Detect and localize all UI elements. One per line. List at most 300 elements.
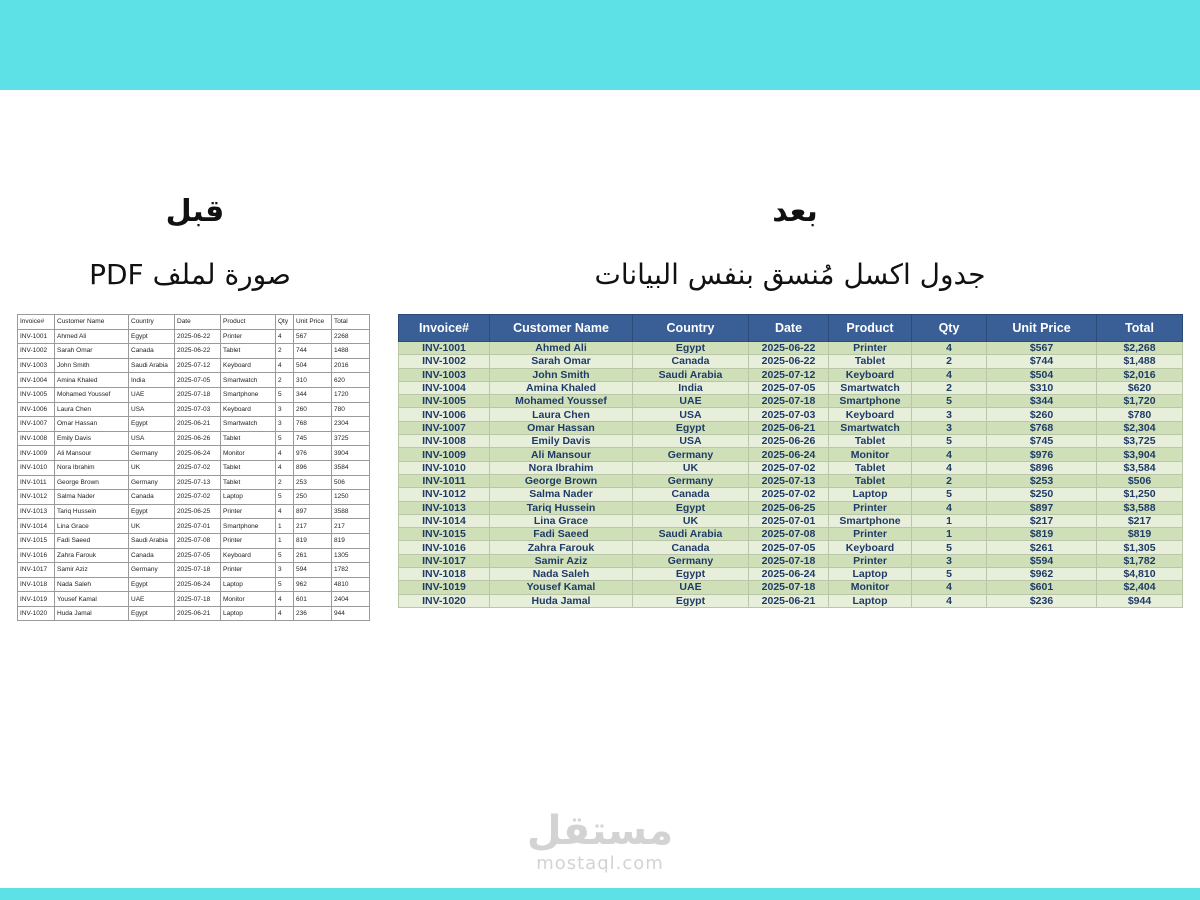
after-table-cell: $1,720 — [1097, 395, 1183, 408]
after-table-cell: Nora Ibrahim — [490, 461, 633, 474]
after-column-header: Product — [829, 315, 912, 342]
after-table-cell: 2025-07-18 — [749, 395, 829, 408]
after-table-row — [399, 395, 1183, 408]
before-table-cell: Tariq Hussein — [55, 504, 129, 519]
before-table-cell: Tablet — [221, 475, 276, 490]
before-column-header: Invoice# — [18, 315, 55, 330]
after-table-cell: 2025-07-02 — [749, 461, 829, 474]
before-pdf-table — [17, 314, 370, 621]
before-table-cell: 5 — [276, 490, 294, 505]
before-table-row — [18, 329, 370, 344]
after-column-header: Customer Name — [490, 315, 633, 342]
before-table-cell: INV-1007 — [18, 417, 55, 432]
after-table-cell: Monitor — [829, 448, 912, 461]
after-table-cell: $2,304 — [1097, 421, 1183, 434]
before-table-cell: Huda Jamal — [55, 606, 129, 621]
before-table-cell: 2025-06-21 — [175, 606, 221, 621]
before-table-cell: 4 — [276, 446, 294, 461]
before-table-cell: 5 — [276, 431, 294, 446]
after-table-cell: Germany — [633, 474, 749, 487]
after-table-cell: 5 — [912, 568, 987, 581]
after-table-cell: Tariq Hussein — [490, 501, 633, 514]
after-table-cell: INV-1016 — [399, 541, 490, 554]
before-table-cell: 2 — [276, 344, 294, 359]
before-table-cell: INV-1010 — [18, 460, 55, 475]
after-table-cell: Saudi Arabia — [633, 368, 749, 381]
after-table-cell: Printer — [829, 554, 912, 567]
before-table-cell: INV-1017 — [18, 563, 55, 578]
after-table-cell: Sarah Omar — [490, 355, 633, 368]
after-table-cell: $250 — [987, 488, 1097, 501]
after-table-cell: Keyboard — [829, 368, 912, 381]
after-table-cell: Smartphone — [829, 514, 912, 527]
after-table-cell: $976 — [987, 448, 1097, 461]
before-table-cell: Keyboard — [221, 402, 276, 417]
before-table-cell: INV-1009 — [18, 446, 55, 461]
after-table-row — [399, 501, 1183, 514]
before-table-cell: 896 — [294, 460, 332, 475]
after-table-cell: 2025-06-22 — [749, 342, 829, 355]
before-table-cell: INV-1001 — [18, 329, 55, 344]
before-table-cell: Egypt — [129, 606, 175, 621]
after-table-cell: $3,588 — [1097, 501, 1183, 514]
before-table-cell: Monitor — [221, 592, 276, 607]
before-table-cell: INV-1020 — [18, 606, 55, 621]
before-table-cell: 217 — [294, 519, 332, 534]
after-table-cell: USA — [633, 435, 749, 448]
before-table-cell: 601 — [294, 592, 332, 607]
before-table-cell: 5 — [276, 548, 294, 563]
after-table-cell: 5 — [912, 488, 987, 501]
before-table-cell: UAE — [129, 592, 175, 607]
before-table-cell: Zahra Farouk — [55, 548, 129, 563]
after-table-cell: 3 — [912, 554, 987, 567]
after-table-cell: INV-1012 — [399, 488, 490, 501]
after-table-cell: Mohamed Youssef — [490, 395, 633, 408]
before-table-cell: Laptop — [221, 577, 276, 592]
after-table-cell: Printer — [829, 528, 912, 541]
before-table-cell: 1720 — [332, 387, 370, 402]
before-table-cell: 2268 — [332, 329, 370, 344]
before-column-header: Product — [221, 315, 276, 330]
after-table-header-row — [399, 315, 1183, 342]
before-table-cell: Egypt — [129, 417, 175, 432]
before-table-cell: George Brown — [55, 475, 129, 490]
after-table-cell: INV-1002 — [399, 355, 490, 368]
before-table-cell: 217 — [332, 519, 370, 534]
after-table-cell: 2 — [912, 355, 987, 368]
after-table-cell: 4 — [912, 501, 987, 514]
before-table-cell: Keyboard — [221, 548, 276, 563]
after-table-cell: Printer — [829, 501, 912, 514]
after-table-cell: $780 — [1097, 408, 1183, 421]
before-table-cell: 768 — [294, 417, 332, 432]
before-table-cell: Tablet — [221, 344, 276, 359]
after-excel-table — [398, 314, 1183, 608]
before-table-row — [18, 431, 370, 446]
after-table-cell: 2025-07-02 — [749, 488, 829, 501]
after-table-cell: 2025-07-05 — [749, 381, 829, 394]
after-table-cell: Keyboard — [829, 541, 912, 554]
before-table-cell: 594 — [294, 563, 332, 578]
after-table-cell: $962 — [987, 568, 1097, 581]
after-table-cell: 3 — [912, 408, 987, 421]
after-column-header: Country — [633, 315, 749, 342]
after-table-cell: Samir Aziz — [490, 554, 633, 567]
after-table-cell: $506 — [1097, 474, 1183, 487]
after-table-cell: $236 — [987, 594, 1097, 607]
after-table-cell: Egypt — [633, 501, 749, 514]
before-table-cell: Nora Ibrahim — [55, 460, 129, 475]
before-table-cell: 3 — [276, 402, 294, 417]
after-table-row — [399, 568, 1183, 581]
before-table-cell: Egypt — [129, 504, 175, 519]
after-table-cell: 5 — [912, 435, 987, 448]
before-column-header: Total — [332, 315, 370, 330]
before-table-cell: 260 — [294, 402, 332, 417]
after-column-header: Total — [1097, 315, 1183, 342]
before-table-row — [18, 460, 370, 475]
before-table-cell: 5 — [276, 387, 294, 402]
after-table-cell: 2025-07-01 — [749, 514, 829, 527]
before-table-cell: 2025-07-02 — [175, 460, 221, 475]
before-table-cell: Omar Hassan — [55, 417, 129, 432]
before-table-cell: Ahmed Ali — [55, 329, 129, 344]
after-table-body — [399, 342, 1183, 608]
after-table-cell: $3,725 — [1097, 435, 1183, 448]
before-table-cell: Smartwatch — [221, 373, 276, 388]
after-table-cell: INV-1004 — [399, 381, 490, 394]
watermark-arabic: مستقل — [526, 808, 674, 854]
after-table-cell: 2 — [912, 381, 987, 394]
after-table-row — [399, 528, 1183, 541]
before-table-cell: 3 — [276, 563, 294, 578]
after-subtitle: جدول اكسل مُنسق بنفس البيانات — [594, 258, 986, 291]
before-table-cell: 976 — [294, 446, 332, 461]
before-table-cell: Printer — [221, 329, 276, 344]
after-table-row — [399, 488, 1183, 501]
before-title: قبل — [165, 194, 225, 229]
before-table-row — [18, 402, 370, 417]
before-table-cell: 4 — [276, 329, 294, 344]
before-table-row — [18, 577, 370, 592]
after-table-cell: 1 — [912, 514, 987, 527]
before-table-row — [18, 344, 370, 359]
before-table-cell: Samir Aziz — [55, 563, 129, 578]
before-table-cell: Amina Khaled — [55, 373, 129, 388]
after-table-cell: Smartphone — [829, 395, 912, 408]
before-table-cell: INV-1015 — [18, 533, 55, 548]
after-table-cell: $567 — [987, 342, 1097, 355]
before-table-cell: Nada Saleh — [55, 577, 129, 592]
after-table-row — [399, 355, 1183, 368]
before-table-cell: Sarah Omar — [55, 344, 129, 359]
after-table-cell: Canada — [633, 541, 749, 554]
bottom-color-band — [0, 888, 1200, 900]
before-table-cell: 253 — [294, 475, 332, 490]
after-table-cell: 4 — [912, 581, 987, 594]
before-table-row — [18, 504, 370, 519]
before-table-cell: Canada — [129, 490, 175, 505]
before-table-cell: Canada — [129, 548, 175, 563]
after-table-cell: $1,488 — [1097, 355, 1183, 368]
before-table-cell: Saudi Arabia — [129, 358, 175, 373]
after-table-cell: Canada — [633, 355, 749, 368]
before-column-header: Unit Price — [294, 315, 332, 330]
after-table-row — [399, 435, 1183, 448]
before-table-row — [18, 533, 370, 548]
after-table-cell: Tablet — [829, 355, 912, 368]
after-table-row — [399, 342, 1183, 355]
before-table-cell: 819 — [294, 533, 332, 548]
after-table-cell: 2025-07-05 — [749, 541, 829, 554]
before-table-cell: India — [129, 373, 175, 388]
after-table-cell: INV-1010 — [399, 461, 490, 474]
before-table-cell: 2025-07-18 — [175, 563, 221, 578]
after-table-cell: INV-1008 — [399, 435, 490, 448]
before-table-cell: 944 — [332, 606, 370, 621]
before-table-cell: 344 — [294, 387, 332, 402]
before-table-cell: Tablet — [221, 460, 276, 475]
after-table-cell: UK — [633, 514, 749, 527]
before-table-cell: 2025-07-05 — [175, 373, 221, 388]
after-table-cell: 2025-07-03 — [749, 408, 829, 421]
after-table-cell: $896 — [987, 461, 1097, 474]
after-table-cell: Keyboard — [829, 408, 912, 421]
before-table-cell: 506 — [332, 475, 370, 490]
before-table-row — [18, 548, 370, 563]
after-table-cell: 2025-07-08 — [749, 528, 829, 541]
after-table-cell: Egypt — [633, 594, 749, 607]
before-table-cell: INV-1013 — [18, 504, 55, 519]
after-table-cell: John Smith — [490, 368, 633, 381]
after-table-cell: Salma Nader — [490, 488, 633, 501]
before-table-cell: INV-1008 — [18, 431, 55, 446]
before-table-cell: Mohamed Youssef — [55, 387, 129, 402]
before-table-row — [18, 475, 370, 490]
after-table-cell: INV-1009 — [399, 448, 490, 461]
before-table-cell: INV-1019 — [18, 592, 55, 607]
after-table-cell: INV-1014 — [399, 514, 490, 527]
before-table-cell: 2025-06-26 — [175, 431, 221, 446]
after-table-cell: Amina Khaled — [490, 381, 633, 394]
before-column-header: Date — [175, 315, 221, 330]
after-table-cell: $217 — [987, 514, 1097, 527]
after-table-cell: INV-1019 — [399, 581, 490, 594]
after-table-row — [399, 581, 1183, 594]
before-table-cell: INV-1018 — [18, 577, 55, 592]
before-table-cell: 2025-06-24 — [175, 577, 221, 592]
before-table-cell: Printer — [221, 563, 276, 578]
before-table-cell: 2 — [276, 373, 294, 388]
after-table-cell: $217 — [1097, 514, 1183, 527]
before-table-cell: 2025-07-08 — [175, 533, 221, 548]
after-table-cell: Laptop — [829, 594, 912, 607]
before-table-cell: 1488 — [332, 344, 370, 359]
after-table-cell: 4 — [912, 368, 987, 381]
after-table-cell: Fadi Saeed — [490, 528, 633, 541]
before-table-cell: 620 — [332, 373, 370, 388]
before-table-cell: 744 — [294, 344, 332, 359]
after-table-cell: $2,404 — [1097, 581, 1183, 594]
after-table-cell: Germany — [633, 554, 749, 567]
before-table-cell: 2025-07-18 — [175, 592, 221, 607]
after-table-cell: 2025-06-24 — [749, 448, 829, 461]
before-table-cell: 2016 — [332, 358, 370, 373]
after-table-cell: 2025-07-18 — [749, 581, 829, 594]
after-table-cell: Saudi Arabia — [633, 528, 749, 541]
before-table-cell: INV-1016 — [18, 548, 55, 563]
after-table-cell: Omar Hassan — [490, 421, 633, 434]
before-table-cell: UK — [129, 519, 175, 534]
after-table-cell: 2025-06-21 — [749, 421, 829, 434]
before-table-cell: 3904 — [332, 446, 370, 461]
before-table-cell: INV-1012 — [18, 490, 55, 505]
after-table-cell: INV-1017 — [399, 554, 490, 567]
before-table-cell: Fadi Saeed — [55, 533, 129, 548]
before-table-cell: 2025-07-18 — [175, 387, 221, 402]
after-table-cell: 5 — [912, 395, 987, 408]
after-column-header: Qty — [912, 315, 987, 342]
before-table-header-row — [18, 315, 370, 330]
after-table-cell: UAE — [633, 395, 749, 408]
after-table-row — [399, 594, 1183, 607]
before-table-row — [18, 592, 370, 607]
before-table-cell: USA — [129, 402, 175, 417]
after-table-cell: INV-1020 — [399, 594, 490, 607]
before-table-cell: USA — [129, 431, 175, 446]
after-table-cell: Emily Davis — [490, 435, 633, 448]
after-table-cell: $504 — [987, 368, 1097, 381]
after-table-cell: Lina Grace — [490, 514, 633, 527]
before-table-cell: 2025-07-05 — [175, 548, 221, 563]
after-table-cell: Tablet — [829, 461, 912, 474]
before-table-cell: INV-1004 — [18, 373, 55, 388]
after-table-cell: $3,584 — [1097, 461, 1183, 474]
after-table-cell: 2025-06-21 — [749, 594, 829, 607]
after-table-cell: Laura Chen — [490, 408, 633, 421]
before-table-cell: 2304 — [332, 417, 370, 432]
after-table-cell: 1 — [912, 528, 987, 541]
before-table-row — [18, 490, 370, 505]
after-table-cell: Smartwatch — [829, 421, 912, 434]
before-table-cell: 780 — [332, 402, 370, 417]
after-table-cell: $897 — [987, 501, 1097, 514]
after-table-cell: Huda Jamal — [490, 594, 633, 607]
after-table-cell: $260 — [987, 408, 1097, 421]
after-table-cell: George Brown — [490, 474, 633, 487]
before-table-cell: 2025-07-03 — [175, 402, 221, 417]
before-table-cell: 819 — [332, 533, 370, 548]
after-table-cell: Nada Saleh — [490, 568, 633, 581]
before-table-row — [18, 358, 370, 373]
after-table-cell: Egypt — [633, 342, 749, 355]
after-table-cell: Laptop — [829, 568, 912, 581]
after-table-cell: $819 — [987, 528, 1097, 541]
after-table-cell: $745 — [987, 435, 1097, 448]
watermark-latin: mostaql.com — [536, 853, 664, 874]
before-table-cell: 1 — [276, 533, 294, 548]
before-table-cell: Laura Chen — [55, 402, 129, 417]
before-table-cell: 2025-06-24 — [175, 446, 221, 461]
before-table-row — [18, 387, 370, 402]
before-table-cell: Laptop — [221, 606, 276, 621]
before-table-cell: INV-1011 — [18, 475, 55, 490]
before-table-cell: Monitor — [221, 446, 276, 461]
mostaql-watermark — [500, 808, 700, 874]
before-table-cell: 3584 — [332, 460, 370, 475]
after-table-cell: Zahra Farouk — [490, 541, 633, 554]
after-table-cell: 4 — [912, 342, 987, 355]
before-table-cell: 1 — [276, 519, 294, 534]
after-table-row — [399, 448, 1183, 461]
before-table-cell: INV-1006 — [18, 402, 55, 417]
after-table-cell: INV-1015 — [399, 528, 490, 541]
before-table-cell: 897 — [294, 504, 332, 519]
before-table-cell: John Smith — [55, 358, 129, 373]
after-table-cell: $253 — [987, 474, 1097, 487]
before-table-cell: Egypt — [129, 577, 175, 592]
after-table-cell: Laptop — [829, 488, 912, 501]
after-table-cell: INV-1007 — [399, 421, 490, 434]
after-table-cell: India — [633, 381, 749, 394]
before-column-header: Customer Name — [55, 315, 129, 330]
after-table-cell: INV-1006 — [399, 408, 490, 421]
before-table-row — [18, 563, 370, 578]
before-table-cell: UAE — [129, 387, 175, 402]
after-table-cell: $768 — [987, 421, 1097, 434]
before-table-cell: 745 — [294, 431, 332, 446]
after-title: بعد — [772, 194, 818, 229]
before-table-cell: 261 — [294, 548, 332, 563]
before-table-cell: Egypt — [129, 329, 175, 344]
after-table-row — [399, 408, 1183, 421]
after-table-cell: 2025-07-13 — [749, 474, 829, 487]
before-table-row — [18, 606, 370, 621]
before-table-cell: 1782 — [332, 563, 370, 578]
before-table-cell: Smartphone — [221, 519, 276, 534]
after-table-cell: 2025-07-12 — [749, 368, 829, 381]
before-table-cell: 2025-06-25 — [175, 504, 221, 519]
before-table-row — [18, 373, 370, 388]
after-table-cell: INV-1013 — [399, 501, 490, 514]
after-table-cell: USA — [633, 408, 749, 421]
before-table-cell: Printer — [221, 533, 276, 548]
before-table-cell: 250 — [294, 490, 332, 505]
after-table-cell: $2,016 — [1097, 368, 1183, 381]
after-table-cell: Ahmed Ali — [490, 342, 633, 355]
after-table-cell: Ali Mansour — [490, 448, 633, 461]
after-table-cell: Smartwatch — [829, 381, 912, 394]
after-table-cell: INV-1011 — [399, 474, 490, 487]
after-table-row — [399, 514, 1183, 527]
before-table-cell: 3 — [276, 417, 294, 432]
after-table-cell: 4 — [912, 448, 987, 461]
before-table-cell: 2025-07-13 — [175, 475, 221, 490]
before-table-row — [18, 417, 370, 432]
after-table-cell: Canada — [633, 488, 749, 501]
after-table-cell: $601 — [987, 581, 1097, 594]
after-column-header: Invoice# — [399, 315, 490, 342]
after-table-cell: $310 — [987, 381, 1097, 394]
after-table-cell: Tablet — [829, 435, 912, 448]
before-table-cell: 2025-07-01 — [175, 519, 221, 534]
before-table-cell: 3725 — [332, 431, 370, 446]
before-table-body — [18, 329, 370, 621]
after-table-cell: Monitor — [829, 581, 912, 594]
before-table-cell: 236 — [294, 606, 332, 621]
after-table-cell: 2025-06-25 — [749, 501, 829, 514]
